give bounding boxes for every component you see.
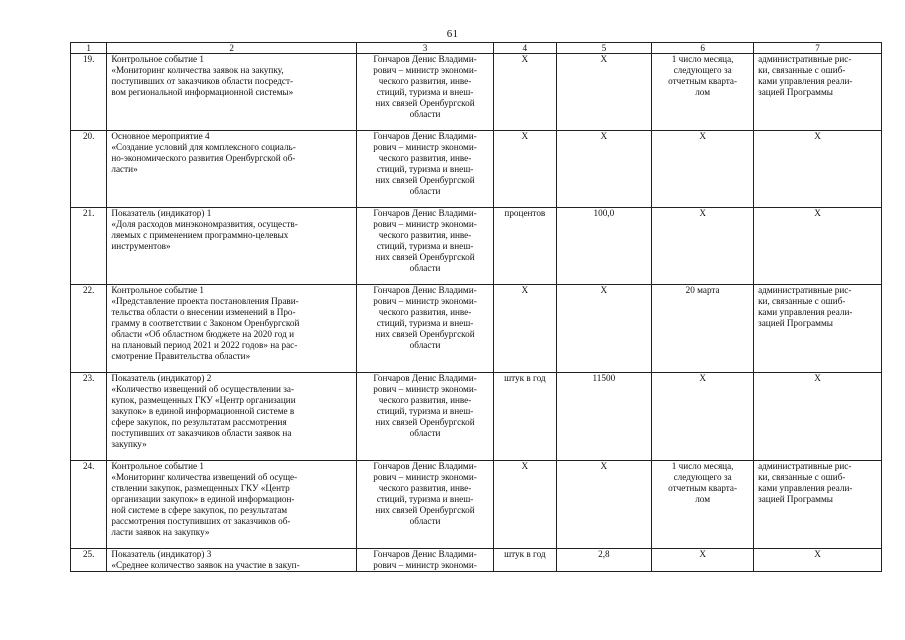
cell-text-line: лом (695, 494, 711, 504)
cell-text-line: области (409, 109, 441, 119)
responsible-cell (356, 549, 493, 572)
cell-text-line: стиций, туризма и внеш- (376, 87, 474, 97)
cell-text-line: ласти заявок на закупку» (111, 527, 210, 537)
unit-cell: X (494, 131, 556, 208)
cell-text-line: ками управления реали- (758, 76, 853, 86)
cell-text-line: области (409, 186, 441, 196)
cell-text-line: инструментов» (111, 241, 171, 251)
cell-text-line: Гончаров Денис Владими- (373, 131, 477, 141)
cell-text-line: Показатель (индикатор) 2 (111, 373, 212, 383)
column-header: 4 (494, 43, 556, 54)
responsible-cell (356, 285, 493, 373)
cell-text-line: рассмотрения поступивших от заказчиков об- (111, 516, 291, 526)
cell-text-line: смотрение Правительства области» (111, 351, 251, 361)
unit-cell: X (494, 54, 556, 131)
cell-text-line: ческого развития, инве- (378, 307, 472, 317)
cell-text-line: области (409, 263, 441, 273)
cell-text-line: области (409, 340, 441, 350)
cell-text-line: Показатель (индикатор) 3 (111, 549, 212, 559)
cell-text-line: Контрольное событие 1 (111, 461, 204, 471)
date-cell (652, 54, 754, 131)
unit-cell: штук в год (494, 373, 556, 461)
unit-cell: штук в год (494, 549, 556, 572)
cell-text-line: области (409, 516, 441, 526)
table-header-row (71, 43, 882, 54)
event-name-cell (107, 208, 357, 285)
cell-text-line: 20 марта (685, 285, 720, 295)
table-row (71, 54, 882, 131)
event-name-cell (107, 549, 357, 572)
risks-cell (754, 549, 882, 572)
cell-text-line: зацией Программы (758, 494, 833, 504)
cell-text-line: Основное мероприятие 4 (111, 131, 210, 141)
cell-text-line: рович – министр экономи- (373, 142, 477, 152)
value-cell: 11500 (556, 373, 652, 461)
date-cell (652, 131, 754, 208)
cell-text-line: административные рис- (758, 461, 852, 471)
cell-text-line: Гончаров Денис Владими- (373, 549, 477, 559)
cell-text-line: ки, связанные с ошиб- (758, 296, 846, 306)
cell-text-line: но-экономического развития Оренбургской об- (111, 153, 296, 163)
cell-text-line: Гончаров Денис Владими- (373, 208, 477, 218)
cell-text-line: рович – министр экономи- (373, 65, 477, 75)
date-cell (652, 461, 754, 549)
cell-text-line: X (814, 208, 821, 218)
unit-cell: X (494, 461, 556, 549)
date-cell (652, 285, 754, 373)
table-row (71, 549, 882, 572)
row-number-cell: 22. (71, 285, 107, 373)
cell-text-line: рович – министр экономи- (373, 219, 477, 229)
cell-text-line: X (699, 131, 706, 141)
value-cell: X (556, 285, 652, 373)
risks-cell (754, 461, 882, 549)
risks-cell (754, 208, 882, 285)
cell-text-line: рович – министр экономи- (373, 296, 477, 306)
cell-text-line: ки, связанные с ошиб- (758, 65, 846, 75)
row-number-cell: 23. (71, 373, 107, 461)
cell-text-line: «Среднее количество заявок на участие в закуп- (111, 560, 300, 570)
cell-text-line: X (814, 373, 821, 383)
value-cell: X (556, 461, 652, 549)
cell-text-line: X (814, 549, 821, 559)
cell-text-line: Контрольное событие 1 (111, 54, 204, 64)
responsible-cell (356, 208, 493, 285)
cell-text-line: лом (695, 87, 711, 97)
cell-text-line: «Количество извещений об осуществлении за- (111, 384, 295, 394)
cell-text-line: на плановый период 2021 и 2022 годов» на рас- (111, 340, 298, 350)
cell-text-line: области (409, 428, 441, 438)
cell-text-line: Гончаров Денис Владими- (373, 461, 477, 471)
cell-text-line: ствлении закупок, размещенных ГКУ «Центр (111, 483, 290, 493)
column-header: 7 (754, 43, 882, 54)
cell-text-line: них связей Оренбургской (375, 175, 475, 185)
document-table (70, 42, 882, 572)
table-row (71, 208, 882, 285)
event-name-cell (107, 131, 357, 208)
column-header: 3 (356, 43, 493, 54)
event-name-cell (107, 461, 357, 549)
cell-text-line: стиций, туризма и внеш- (376, 494, 474, 504)
cell-text-line: ками управления реали- (758, 307, 853, 317)
cell-text-line: стиций, туризма и внеш- (376, 318, 474, 328)
row-number-cell: 21. (71, 208, 107, 285)
date-cell (652, 208, 754, 285)
cell-text-line: ляемых с применением программно-целевых (111, 230, 289, 240)
cell-text-line: ками управления реали- (758, 483, 853, 493)
row-number-cell: 20. (71, 131, 107, 208)
cell-text-line: «Мониторинг количества заявок на закупку, (111, 65, 284, 75)
event-name-cell (107, 285, 357, 373)
table-row (71, 461, 882, 549)
row-number-cell: 19. (71, 54, 107, 131)
cell-text-line: ческого развития, инве- (378, 76, 472, 86)
cell-text-line: Гончаров Денис Владими- (373, 285, 477, 295)
cell-text-line: стиций, туризма и внеш- (376, 241, 474, 251)
cell-text-line: ной системе в сфере закупок, по результатам (111, 505, 288, 515)
cell-text-line: ческого развития, инве- (378, 483, 472, 493)
cell-text-line: отчетным кварта- (668, 76, 738, 86)
cell-text-line: поступивших от заказчиков области заявок на (111, 428, 292, 438)
cell-text-line: зацией Программы (758, 318, 833, 328)
value-cell: X (556, 54, 652, 131)
cell-text-line: закупок» в единой информационной системе в (111, 406, 295, 416)
cell-text-line: X (699, 549, 706, 559)
table-row (71, 131, 882, 208)
date-cell (652, 373, 754, 461)
value-cell: X (556, 131, 652, 208)
cell-text-line: них связей Оренбургской (375, 329, 475, 339)
row-number-cell: 25. (71, 549, 107, 572)
cell-text-line: Гончаров Денис Владими- (373, 54, 477, 64)
cell-text-line: Контрольное событие 1 (111, 285, 204, 295)
cell-text-line: них связей Оренбургской (375, 505, 475, 515)
cell-text-line: Гончаров Денис Владими- (373, 373, 477, 383)
value-cell: 2,8 (556, 549, 652, 572)
row-number-cell: 24. (71, 461, 107, 549)
cell-text-line: закупку» (111, 439, 147, 449)
cell-text-line: «Доля расходов минэкономразвития, осуществ- (111, 219, 298, 229)
cell-text-line: «Создание условий для комплексного социаль- (111, 142, 296, 152)
page-number: 61 (446, 28, 459, 40)
risks-cell (754, 373, 882, 461)
cell-text-line: них связей Оренбургской (375, 98, 475, 108)
cell-text-line: вом региональной информационной системы» (111, 87, 294, 97)
cell-text-line: «Представление проекта постановления Прави- (111, 296, 299, 306)
cell-text-line: ческого развития, инве- (378, 153, 472, 163)
event-name-cell (107, 54, 357, 131)
cell-text-line: тельства области о внесении изменений в Про- (111, 307, 296, 317)
table-row (71, 285, 882, 373)
cell-text-line: них связей Оренбургской (375, 252, 475, 262)
cell-text-line: поступивших от заказчиков области посредст- (111, 76, 294, 86)
unit-cell: X (494, 285, 556, 373)
cell-text-line: организации закупок» в единой информацион- (111, 494, 295, 504)
cell-text-line: X (814, 131, 821, 141)
cell-text-line: ческого развития, инве- (378, 230, 472, 240)
risks-cell (754, 131, 882, 208)
cell-text-line: ческого развития, инве- (378, 395, 472, 405)
cell-text-line: ки, связанные с ошиб- (758, 472, 846, 482)
cell-text-line: купок, размещенных ГКУ «Центр организации (111, 395, 296, 405)
cell-text-line: «Мониторинг количества извещений об осуще- (111, 472, 298, 482)
cell-text-line: сфере закупок, по результатам рассмотрения (111, 417, 287, 427)
responsible-cell (356, 373, 493, 461)
table-row (71, 373, 882, 461)
cell-text-line: следующего за (673, 472, 732, 482)
column-header: 5 (556, 43, 652, 54)
cell-text-line: ласти» (111, 164, 138, 174)
responsible-cell (356, 461, 493, 549)
column-header: 1 (71, 43, 107, 54)
value-cell: 100,0 (556, 208, 652, 285)
column-header: 2 (107, 43, 357, 54)
cell-text-line: Показатель (индикатор) 1 (111, 208, 212, 218)
cell-text-line: стиций, туризма и внеш- (376, 406, 474, 416)
cell-text-line: административные рис- (758, 54, 852, 64)
cell-text-line: области «Об областном бюджете на 2020 год и (111, 329, 294, 339)
cell-text-line: отчетным кварта- (668, 483, 738, 493)
cell-text-line: грамму в соответствии с Законом Оренбургской (111, 318, 300, 328)
cell-text-line: 1 число месяца, (671, 54, 734, 64)
column-header: 6 (652, 43, 754, 54)
risks-cell (754, 285, 882, 373)
date-cell (652, 549, 754, 572)
cell-text-line: 1 число месяца, (671, 461, 734, 471)
cell-text-line: рович – министр экономи- (373, 472, 477, 482)
responsible-cell (356, 131, 493, 208)
cell-text-line: административные рис- (758, 285, 852, 295)
event-name-cell (107, 373, 357, 461)
unit-cell: процентов (494, 208, 556, 285)
cell-text-line: X (699, 208, 706, 218)
cell-text-line: рович – министр экономи- (373, 384, 477, 394)
cell-text-line: стиций, туризма и внеш- (376, 164, 474, 174)
responsible-cell (356, 54, 493, 131)
risks-cell (754, 54, 882, 131)
cell-text-line: X (699, 373, 706, 383)
cell-text-line: зацией Программы (758, 87, 833, 97)
cell-text-line: рович – министр экономи- (373, 560, 477, 570)
cell-text-line: следующего за (673, 65, 732, 75)
cell-text-line: них связей Оренбургской (375, 417, 475, 427)
